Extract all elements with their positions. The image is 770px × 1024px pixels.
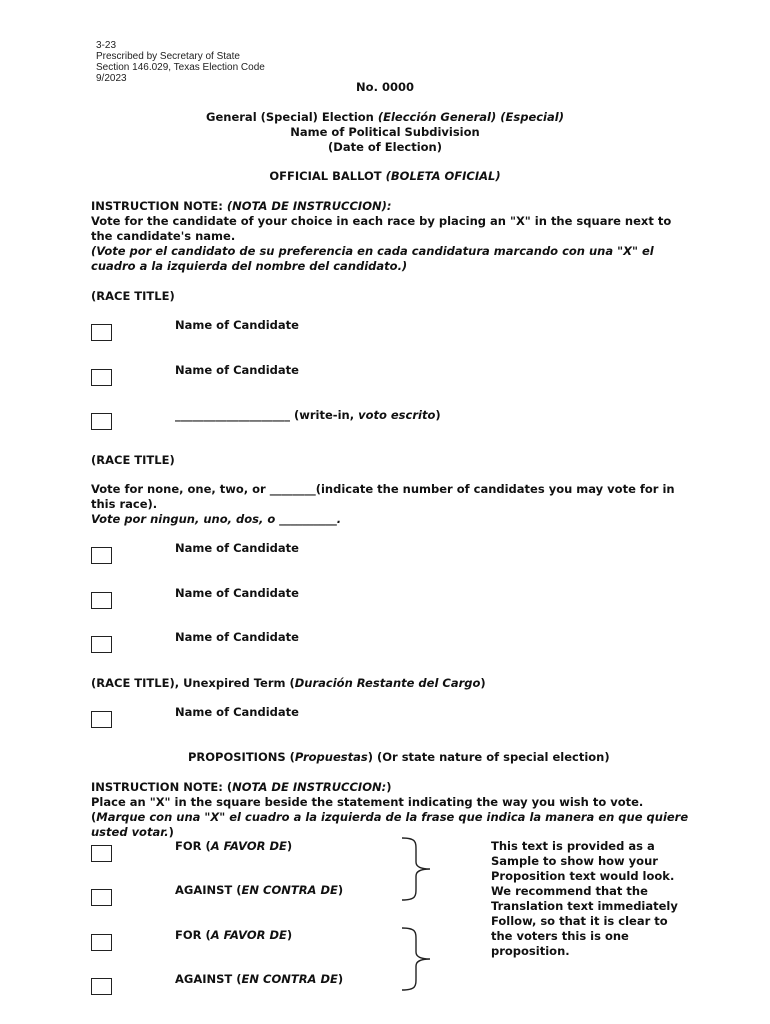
option-en: FOR ( — [175, 928, 211, 942]
option-close: ) — [286, 839, 293, 853]
option-es: A FAVOR DE — [210, 839, 287, 853]
option-en: AGAINST ( — [175, 972, 242, 986]
option-close: ) — [337, 883, 344, 897]
proposition-for-checkbox[interactable] — [91, 934, 112, 951]
propositions-heading — [188, 750, 610, 765]
race-title: (RACE TITLE) — [91, 289, 175, 303]
instruction-text-en: Vote for the candidate of your choice in each race by placing an "X" in the square next to the candidate's name. — [91, 214, 672, 243]
prescribed-by: Prescribed by Secretary of State — [96, 51, 240, 62]
sample-note-line: Proposition text would look. — [491, 869, 675, 883]
election-title-en: General (Special) Election — [206, 110, 378, 124]
candidate-name: Name of Candidate — [175, 586, 299, 600]
ballot-number: No. 0000 — [356, 80, 414, 94]
prop-note-label-es: NOTA DE INSTRUCCION: — [232, 780, 387, 794]
proposition-option-against — [175, 883, 343, 898]
sample-proposition-note — [491, 839, 678, 959]
prop-note-label-close: ) — [386, 780, 392, 794]
instruction-note-label — [91, 199, 391, 214]
race-title: (RACE TITLE) — [91, 453, 175, 467]
political-subdivision: Name of Political Subdivision — [290, 125, 480, 139]
proposition-instruction-label — [91, 780, 391, 795]
proposition-option-against — [175, 972, 343, 987]
prop-note-label-en: INSTRUCTION NOTE: ( — [91, 780, 233, 794]
proposition-for-checkbox[interactable] — [91, 845, 112, 862]
candidate-checkbox[interactable] — [91, 636, 112, 653]
prop-note-text-en: Place an "X" in the square beside the statement indicating the way you wish to vote. ( — [91, 795, 644, 824]
candidate-checkbox[interactable] — [91, 324, 112, 341]
option-es: A FAVOR DE — [210, 928, 287, 942]
unexpired-race-title — [91, 676, 486, 691]
write-in-close: ) — [435, 408, 441, 422]
candidate-checkbox[interactable] — [91, 547, 112, 564]
write-in-blank: ____________________ — [175, 408, 290, 422]
option-en: FOR ( — [175, 839, 211, 853]
instruction-text-es — [91, 244, 691, 274]
propositions-heading-en: PROPOSITIONS ( — [188, 750, 295, 764]
write-in-label-es: voto escrito — [358, 408, 436, 422]
option-en: AGAINST ( — [175, 883, 242, 897]
form-header — [96, 40, 265, 84]
proposition-instruction-text — [91, 795, 691, 840]
option-close: ) — [337, 972, 344, 986]
election-title-es: (Elección General) (Especial) — [377, 110, 564, 124]
sample-note-line: proposition. — [491, 944, 570, 958]
write-in-label-en: (write-in, — [290, 408, 359, 422]
candidate-name: Name of Candidate — [175, 630, 299, 644]
proposition-option-for — [175, 928, 292, 943]
election-title — [0, 110, 770, 125]
propositions-heading-rest: ) (Or state nature of special election) — [367, 750, 610, 764]
candidate-name: Name of Candidate — [175, 705, 299, 719]
candidate-checkbox[interactable] — [91, 592, 112, 609]
vote-for-instruction-en: Vote for none, one, two, or ________(indicate the number of candidates you may vote for in this race). — [91, 482, 675, 511]
option-close: ) — [286, 928, 293, 942]
candidate-name: Name of Candidate — [175, 363, 299, 377]
sample-note-line: the voters this is one — [491, 929, 629, 943]
sample-note-line: We recommend that the — [491, 884, 648, 898]
instruction-label-en: INSTRUCTION NOTE: — [91, 199, 227, 213]
candidate-name: Name of Candidate — [175, 318, 299, 332]
candidate-checkbox[interactable] — [91, 711, 112, 728]
right-brace-icon — [400, 926, 436, 992]
unexpired-title-es: Duración Restante del Cargo — [294, 676, 481, 690]
prop-note-text-close: ) — [168, 825, 174, 839]
sample-note-line: This text is provided as a — [491, 839, 655, 853]
revision-date: 9/2023 — [96, 73, 127, 84]
election-date: (Date of Election) — [328, 140, 442, 154]
prop-note-text-es: Marque con una "X" el cuadro a la izquierda de la frase que indica la manera en que quiere usted votar. — [91, 810, 689, 839]
write-in-line[interactable] — [175, 408, 441, 423]
official-ballot-en: OFFICIAL BALLOT — [269, 169, 386, 183]
vote-for-es-italic: Vote por ningun, uno, dos, o __________. — [91, 512, 342, 526]
unexpired-title-en: (RACE TITLE), Unexpired Term ( — [91, 676, 295, 690]
official-ballot-es: (BOLETA OFICIAL) — [385, 169, 501, 183]
proposition-against-checkbox[interactable] — [91, 889, 112, 906]
unexpired-title-close: ) — [480, 676, 486, 690]
option-es: EN CONTRA DE — [241, 883, 338, 897]
right-brace-icon — [400, 836, 436, 902]
vote-for-instruction-es — [91, 512, 341, 527]
official-ballot-title — [0, 169, 770, 184]
instruction-text-es-italic: (Vote por el candidato de su preferencia en cada candidatura marcando con una "X" el cuadro a la izquierda del nombre del candidato.) — [91, 244, 654, 273]
candidate-checkbox[interactable] — [91, 369, 112, 386]
instruction-label-es: (NOTA DE INSTRUCCION): — [226, 199, 392, 213]
option-es: EN CONTRA DE — [241, 972, 338, 986]
sample-note-line: Translation text immediately — [491, 899, 678, 913]
write-in-checkbox[interactable] — [91, 413, 112, 430]
proposition-option-for — [175, 839, 292, 854]
proposition-against-checkbox[interactable] — [91, 978, 112, 995]
sample-note-line: Sample to show how your — [491, 854, 658, 868]
form-number: 3-23 — [96, 40, 117, 51]
sample-note-line: Follow, so that it is clear to — [491, 914, 668, 928]
code-section: Section 146.029, Texas Election Code — [96, 62, 265, 73]
candidate-name: Name of Candidate — [175, 541, 299, 555]
propositions-heading-es: Propuestas — [294, 750, 368, 764]
